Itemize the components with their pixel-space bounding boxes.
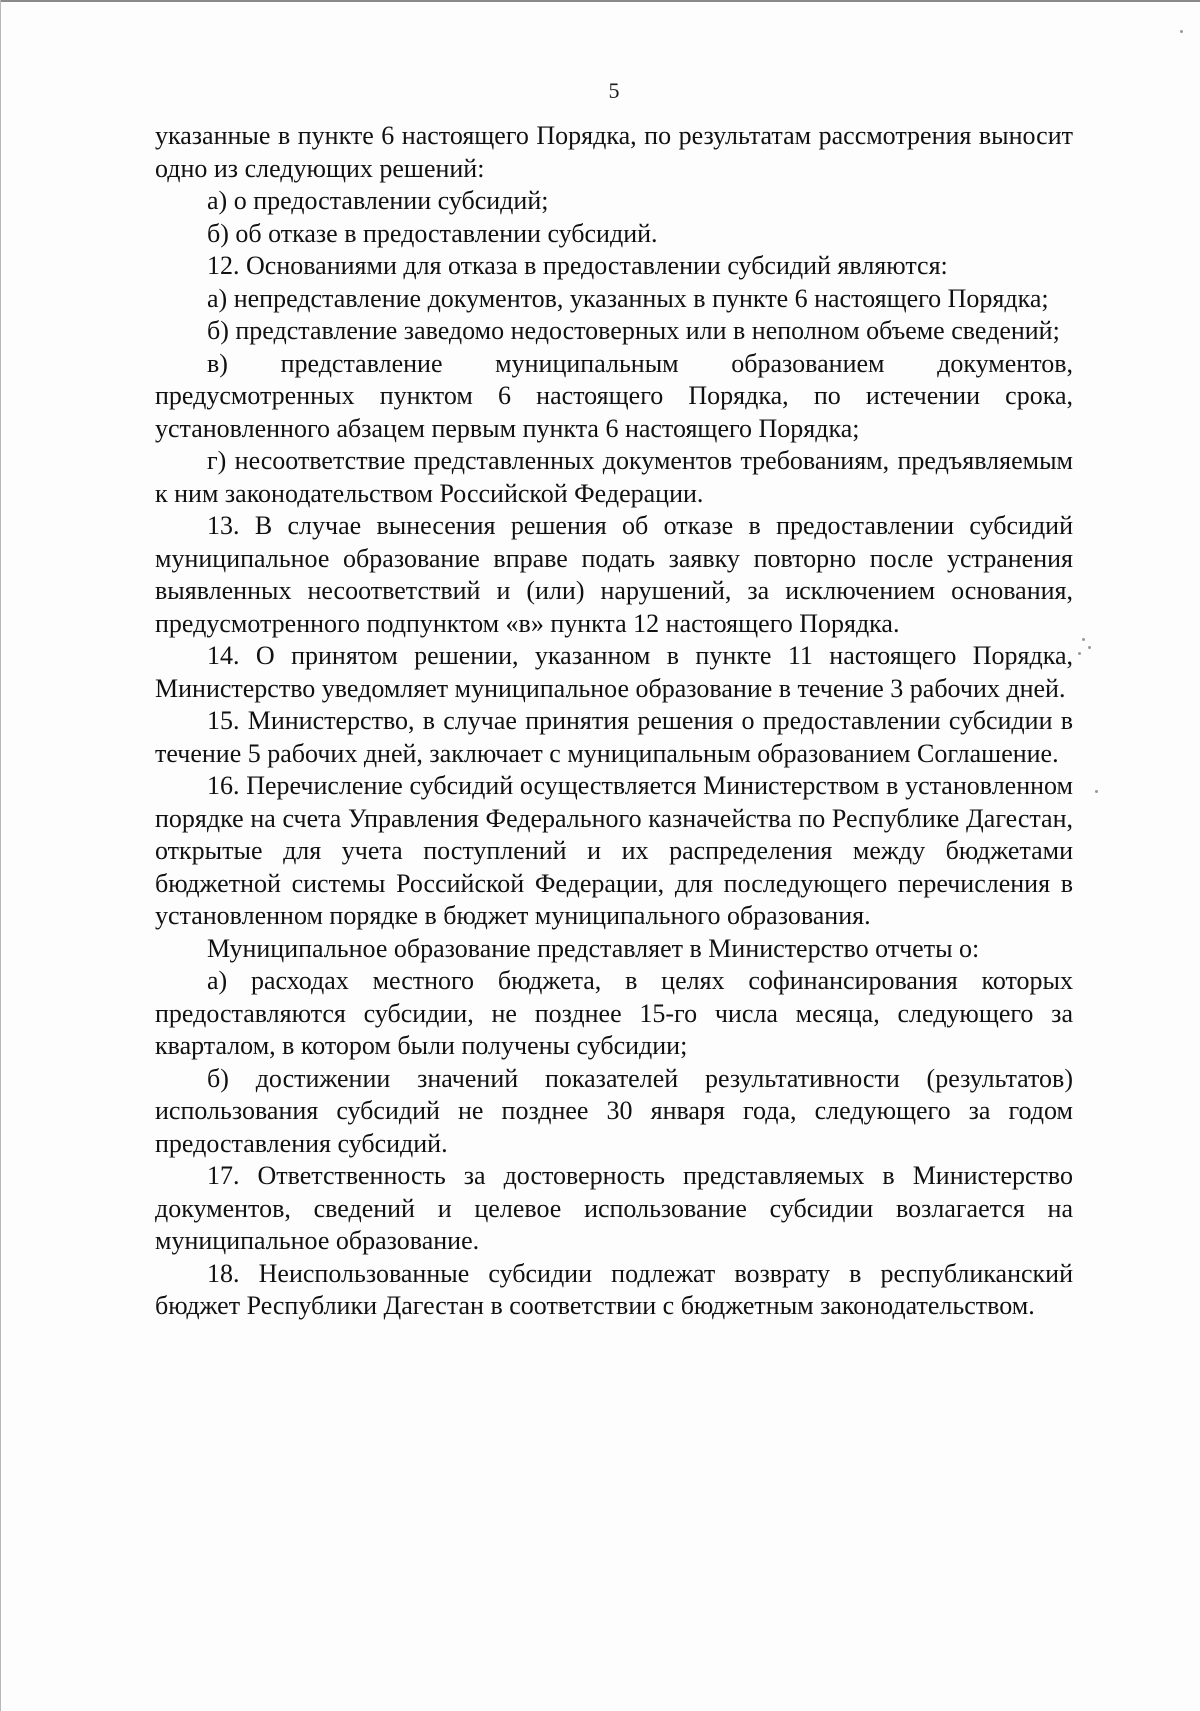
paragraph-reports-intro: Муниципальное образование представляет в Министерство отчеты о: xyxy=(207,933,980,963)
paragraph-item-17: 17. Ответственность за достоверность представляемых в Министерство документов, сведений и целевое использование субсидии возлагается на муниципальное образование. xyxy=(155,1161,1073,1255)
scan-speck xyxy=(1088,646,1091,649)
paragraph-item-15: 15. Министерство, в случае принятия решения о предоставлении субсидии в течение 5 рабочих дней, заключает с муниципальным образованием Соглашение. xyxy=(155,706,1073,768)
paragraph-reports-a: а) расходах местного бюджета, в целях софинансирования которых предоставляются субсидии, не позднее 15-го числа месяца, следующего за кварталом, в котором были получены субсидии; xyxy=(155,966,1073,1060)
paragraph-item-12-v: в) представление муниципальным образованием документов, предусмотренных пунктом 6 настоящего Порядка, по истечении срока, установленного абзацем первым пункта 6 настоящего Порядка; xyxy=(155,348,1073,443)
scan-speck xyxy=(1082,638,1085,641)
scan-edge-top xyxy=(0,0,1200,2)
paragraph-option-b: б) об отказе в предоставлении субсидий. xyxy=(207,218,658,248)
paragraph-continuation: указанные в пункте 6 настоящего Порядка, по результатам рассмотрения выносит одно из следующих решений: xyxy=(155,121,1073,183)
paragraph-item-12-b: б) представление заведомо недостоверных или в неполном объеме сведений; xyxy=(207,316,1060,345)
paragraph-item-12-a: а) непредставление документов, указанных в пункте 6 настоящего Порядка; xyxy=(207,283,1049,313)
paragraph-item-13: 13. В случае вынесения решения об отказе в предоставлении субсидий муниципальное образование вправе подать заявку повторно после устранения выявленных несоответствий и (или) нарушений, за исключением основания, предусмотренного подпунктом «в» пункта 12 настоящего Порядка. xyxy=(155,511,1073,638)
paragraph-item-12-g: г) несоответствие представленных документов требованиям, предъявляемым к ним законодательством Российской Федерации. xyxy=(155,446,1073,508)
scan-speck xyxy=(1095,790,1098,793)
paragraph-option-a: а) о предоставлении субсидий; xyxy=(207,186,549,215)
scan-speck xyxy=(1078,652,1081,655)
scan-speck xyxy=(1180,30,1183,33)
page-number: 5 xyxy=(608,78,620,103)
paragraph-item-12: 12. Основаниями для отказа в предоставлении субсидий являются: xyxy=(207,251,948,280)
paragraph-reports-b: б) достижении значений показателей результативности (результатов) использования субсидий не позднее 30 января года, следующего за годом предоставления субсидий. xyxy=(155,1063,1073,1158)
paragraph-item-18: 18. Неиспользованные субсидии подлежат возврату в республиканский бюджет Республики Дагестан в соответствии с бюджетным законодательством. xyxy=(155,1258,1073,1320)
document-body xyxy=(155,120,1073,1323)
scan-edge-left xyxy=(0,0,1,1711)
paragraph-item-16: 16. Перечисление субсидий осуществляется Министерством в установленном порядке на счета Управления Федерального казначейства по Республике Дагестан, открытые для учета поступлений и их распределения между бюджетами бюджетной системы Российской Федерации, для последующего перечисления в установленном порядке в бюджет муниципального образования. xyxy=(155,771,1073,930)
paragraph-item-14: 14. О принятом решении, указанном в пункте 11 настоящего Порядка, Министерство уведомляет муниципальное образование в течение 3 рабочих дней. xyxy=(155,641,1073,703)
